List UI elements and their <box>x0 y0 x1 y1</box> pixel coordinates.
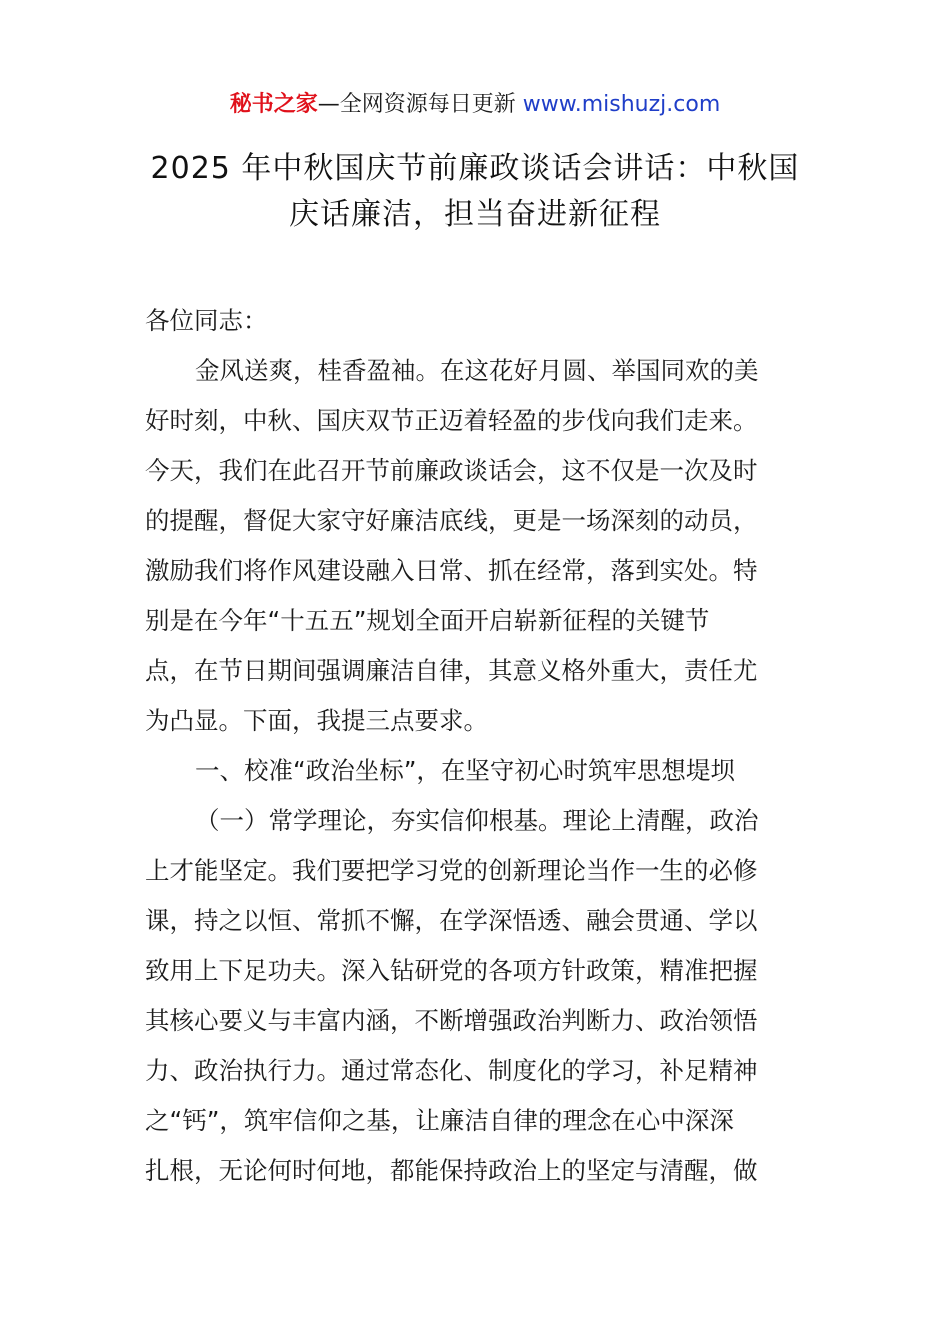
title-line-2: 庆话廉洁，担当奋进新征程 <box>289 197 661 232</box>
paragraph-line: 为凸显。下面，我提三点要求。 <box>145 706 488 735</box>
salutation: 各位同志： <box>145 306 268 335</box>
paragraph-line: 激励我们将作风建设融入日常、抓在经常，落到实处。特 <box>145 556 758 585</box>
paragraph-line: 金风送爽，桂香盈袖。在这花好月圆、举国同欢的美 <box>195 356 759 385</box>
paragraph-line: 致用上下足功夫。深入钻研党的各项方针政策，精准把握 <box>145 956 758 985</box>
section-heading: 一、校准“政治坐标”，在坚守初心时筑牢思想堤坝 <box>195 756 735 785</box>
site-url[interactable]: www.mishuzj.com <box>522 92 721 117</box>
paragraph-line: 点，在节日期间强调廉洁自律，其意义格外重大，责任尤 <box>145 656 758 685</box>
site-tagline: —全网资源每日更新 <box>317 92 523 117</box>
paragraph-line: 力、政治执行力。通过常态化、制度化的学习，补足精神 <box>145 1056 758 1085</box>
paragraph-line: 今天，我们在此召开节前廉政谈话会，这不仅是一次及时 <box>145 456 758 485</box>
paragraph-line: 好时刻，中秋、国庆双节正迈着轻盈的步伐向我们走来。 <box>145 406 758 435</box>
paragraph-line: 别是在今年“十五五”规划全面开启崭新征程的关键节 <box>145 606 710 635</box>
title-line-1: 2025 年中秋国庆节前廉政谈话会讲话：中秋国 <box>150 151 800 186</box>
paragraph-line: 其核心要义与丰富内涵，不断增强政治判断力、政治领悟 <box>145 1006 758 1035</box>
paragraph-line: 课，持之以恒、常抓不懈，在学深悟透、融会贯通、学以 <box>145 906 758 935</box>
paragraph-line: 之“钙”，筑牢信仰之基，让廉洁自律的理念在心中深深 <box>145 1106 734 1135</box>
site-brand: 秘书之家 <box>229 92 318 117</box>
paragraph-line: 的提醒，督促大家守好廉洁底线，更是一场深刻的动员， <box>145 506 758 535</box>
paragraph-line: 扎根，无论何时何地，都能保持政治上的坚定与清醒，做 <box>145 1156 758 1185</box>
document-body <box>145 296 810 1196</box>
paragraph-line: （一）常学理论，夯实信仰根基。理论上清醒，政治 <box>195 806 759 835</box>
document-title <box>140 146 810 238</box>
paragraph-line: 上才能坚定。我们要把学习党的创新理论当作一生的必修 <box>145 856 758 885</box>
site-header <box>0 88 950 122</box>
